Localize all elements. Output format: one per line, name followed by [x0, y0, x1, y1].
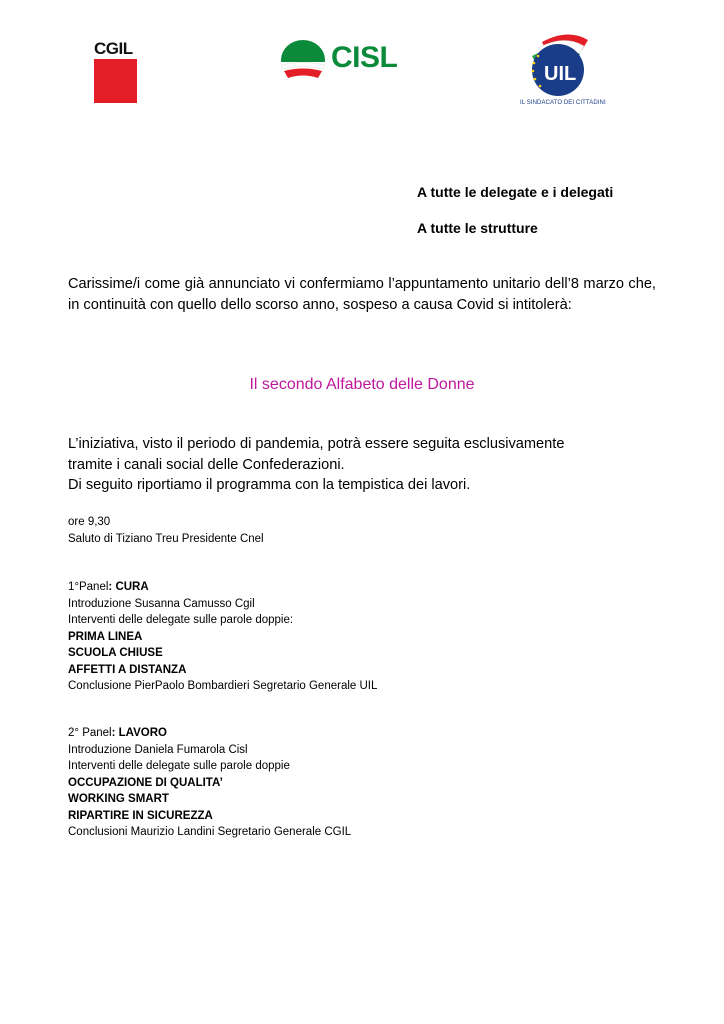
panel-1-interventions: Interventi delle delegate sulle parole doppie: — [68, 614, 294, 626]
cgil-logo-text: CGIL — [94, 39, 133, 58]
cisl-logo-text: CISL — [331, 41, 398, 74]
panel-2-word: RIPARTIRE IN SICUREZZA — [68, 809, 213, 822]
panel-2-section — [68, 725, 351, 841]
recipient-line-2: A tutte le strutture — [417, 220, 538, 236]
panel-1-intro: Introduzione Susanna Camusso Cgil — [68, 597, 255, 610]
uil-logo-text: UIL — [544, 63, 577, 85]
cgil-logo — [94, 40, 138, 102]
info-line-3: Di seguito riportiamo il programma con la tempistica dei lavori. — [68, 477, 471, 493]
panel-2-interventions: Interventi delle delegate sulle parole doppie — [68, 760, 290, 772]
panel-1-word: AFFETTI A DISTANZA — [68, 663, 187, 676]
panel-1-conclusion: Conclusione PierPaolo Bombardieri Segretario Generale UIL — [68, 680, 378, 692]
cgil-logo-red-square — [94, 59, 137, 103]
opening-section — [68, 514, 264, 547]
cisl-logo — [278, 38, 404, 84]
opening-time: ore 9,30 — [68, 516, 111, 528]
panel-2-word: WORKING SMART — [68, 793, 169, 805]
panel-1-prefix: 1°Panel — [68, 581, 109, 593]
panel-1-word: SCUOLA CHIUSE — [68, 647, 163, 659]
recipient-line-1: A tutte le delegate e i delegati — [417, 184, 614, 200]
panel-1-heading — [68, 579, 377, 596]
cisl-emblem-icon — [278, 38, 328, 84]
panel-2-word: OCCUPAZIONE DI QUALITA’ — [68, 776, 223, 789]
uil-logo-caption: IL SINDACATO DEI CITTADINI — [520, 100, 606, 106]
panel-2-prefix: 2° Panel — [68, 727, 112, 739]
panel-1-word: PRIMA LINEA — [68, 630, 143, 643]
info-line-1: L’iniziativa, visto il periodo di pandemia, potrà essere seguita esclusivamente — [68, 436, 565, 452]
info-paragraph — [68, 434, 564, 496]
info-line-2: tramite i canali social delle Confederazioni. — [68, 456, 345, 473]
panel-1-title: : CURA — [108, 581, 149, 593]
panel-2-heading — [68, 725, 351, 742]
uil-logo — [520, 30, 606, 108]
opening-text: Saluto di Tiziano Treu Presidente Cnel — [68, 532, 264, 545]
intro-paragraph: Carissime/i come già annunciato vi confermiamo l’appuntamento unitario dell’8 marzo che, in continuità con quello dello scorso anno, sospeso a causa Covid si intitolerà: — [68, 276, 656, 313]
panel-2-title: : LAVORO — [111, 727, 167, 739]
uil-emblem-icon — [520, 30, 602, 98]
event-title: Il secondo Alfabeto delle Donne — [249, 376, 475, 393]
panel-1-section — [68, 579, 377, 695]
panel-2-conclusion: Conclusioni Maurizio Landini Segretario Generale CGIL — [68, 826, 352, 838]
panel-2-intro: Introduzione Daniela Fumarola Cisl — [68, 743, 248, 756]
